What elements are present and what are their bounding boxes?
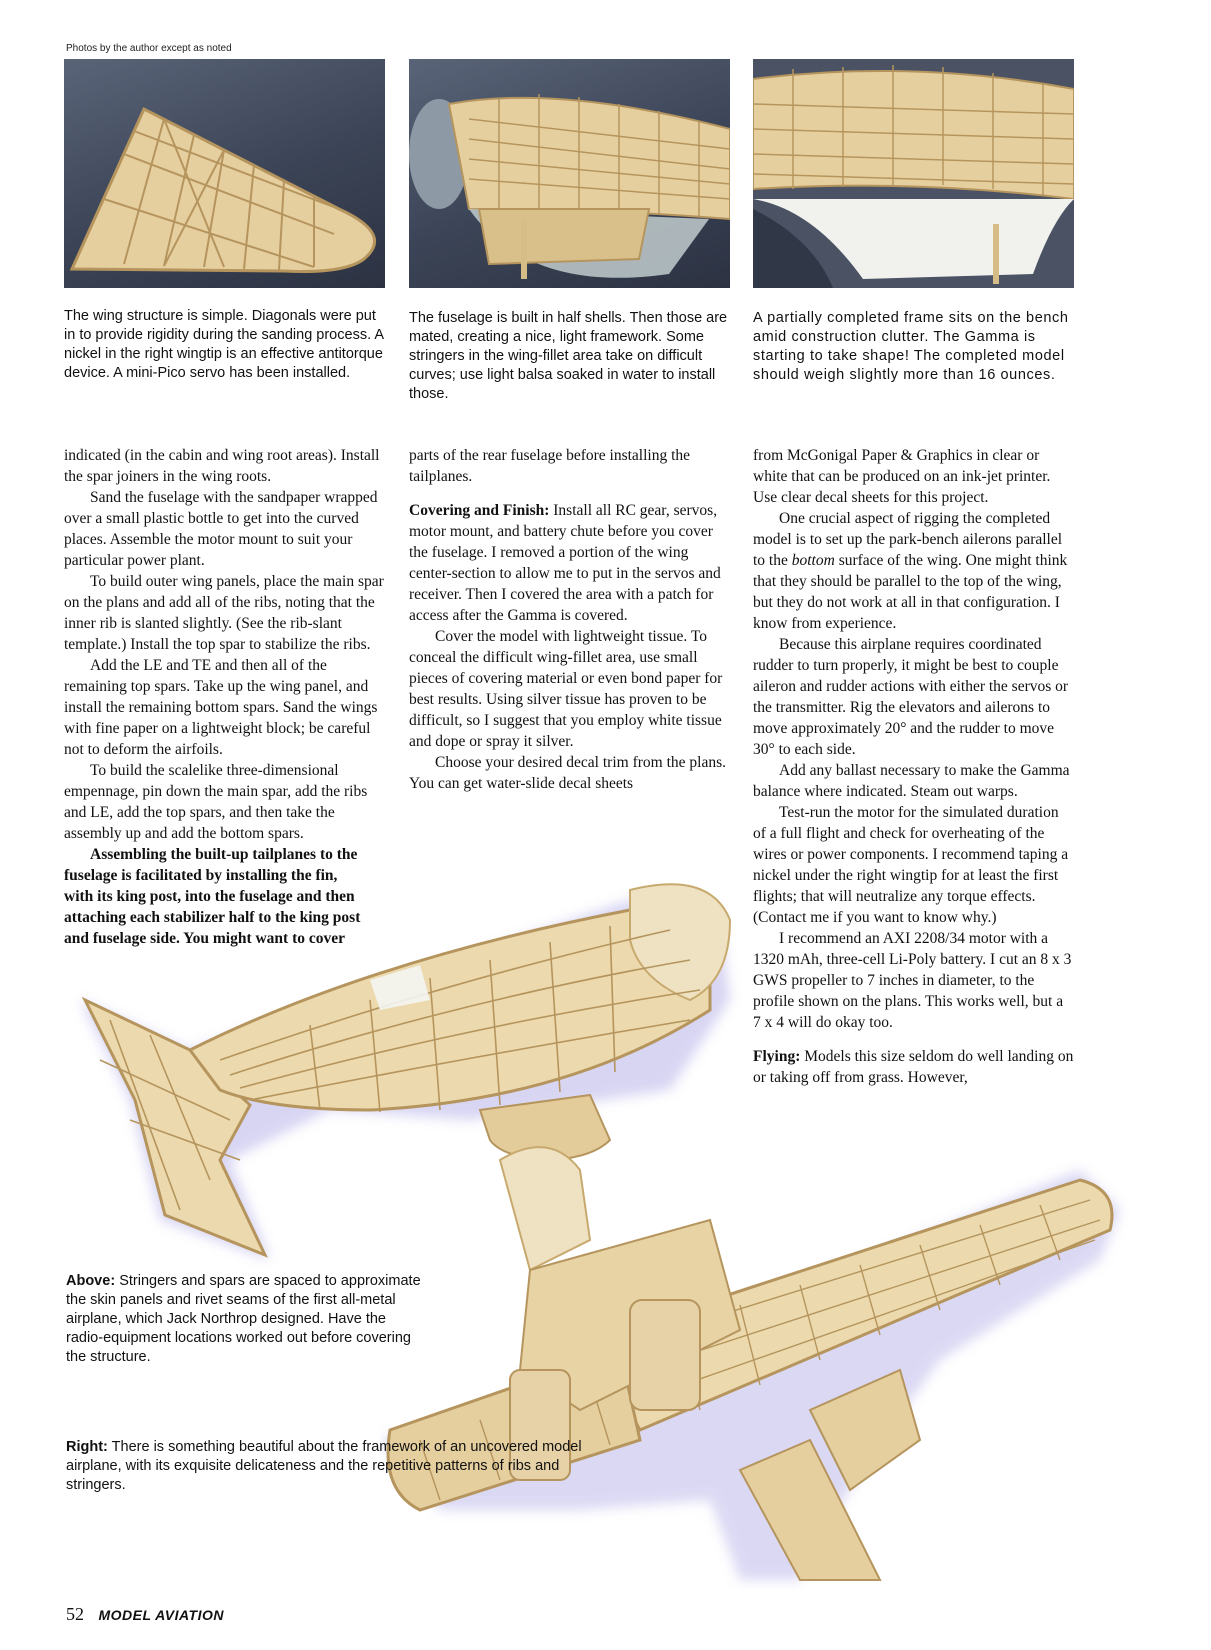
- above-caption: [66, 1272, 421, 1367]
- fuselage-caption: The fuselage is built in half shells. Then those are mated, creating a nice, light framework. Some stringers in the wing-fillet area take on difficult curves; use light balsa soaked in water to install those.: [409, 310, 728, 402]
- fuselage-illustration: [409, 59, 730, 288]
- caption-lead: Right:: [66, 1439, 108, 1455]
- paragraph: Choose your desired decal trim from the plans. You can get water-slide decal sheets: [409, 754, 726, 792]
- paragraph: parts of the rear fuselage before installing the tailplanes.: [409, 447, 691, 485]
- airplane-framework-photo: [380, 1110, 1130, 1590]
- right-caption: [66, 1438, 596, 1495]
- paragraph-text: Models this size seldom do well landing on or taking off from grass. However,: [753, 1048, 1074, 1086]
- paragraph: Cover the model with lightweight tissue. To conceal the difficult wing-fillet area, use small pieces of covering material or even bond paper for best results. Using silver tissue has proven to be difficult, so I suggest that you employ white tissue and dope or spray it silver.: [409, 628, 723, 750]
- paragraph: Because this airplane requires coordinated rudder to turn properly, it might be best to couple aileron and rudder actions with either the servos or the transmitter. Rig the elevators and ailerons to move approximately 20° and the rudder to move 30° to each side.: [753, 636, 1069, 758]
- paragraph: [409, 500, 730, 626]
- paragraph: Add any ballast necessary to make the Gamma balance where indicated. Steam out warps.: [753, 762, 1070, 800]
- page-number: 52: [66, 1604, 84, 1624]
- frame-photo: [753, 59, 1074, 288]
- paragraph-text: Install all RC gear, servos, motor mount, and battery chute before you cover the fuselage. I removed a portion of the wing center-section to allow me to put in the servos and receiver. Then I covered the area with a patch for access after the Gamma is covered.: [409, 502, 721, 624]
- wing-caption: The wing structure is simple. Diagonals were put in to provide rigidity during the sanding process. A nickel in the right wingtip is an effective antitorque device. A mini-Pico servo has been installed.: [64, 308, 384, 381]
- body-column-2: [409, 445, 730, 794]
- paragraph: Add the LE and TE and then all of the remaining top spars. Take up the wing panel, and install the remaining bottom spars. Sand the wings with fine paper on a lightweight block; be careful not to deform the airfoils.: [64, 657, 378, 758]
- paragraph-text: One crucial aspect of rigging the completed model is to set up the park-bench ailerons parallel to the: [753, 510, 1063, 569]
- paragraph: indicated (in the cabin and wing root areas). Install the spar joiners in the wing roots.: [64, 447, 380, 485]
- body-column-3: [753, 445, 1074, 1088]
- frame-caption: A partially completed frame sits on the bench amid construction clutter. The Gamma is starting to take shape! The completed model should weigh slightly more than 16 ounces.: [753, 310, 1069, 383]
- caption-lead: Above:: [66, 1273, 116, 1289]
- section-heading: Covering and Finish:: [409, 502, 550, 519]
- paragraph: I recommend an AXI 2208/34 motor with a 1320 mAh, three-cell Li-Poly battery. I cut an 8 x 3 GWS propeller to 7 inches in diameter, to the profile shown on the plans. This works well, but a 7 x 4 will do okay too.: [753, 930, 1072, 1031]
- paragraph: [753, 1046, 1074, 1088]
- wing-structure-photo: [64, 59, 385, 288]
- frame-illustration: [753, 59, 1074, 288]
- paragraph: [753, 508, 1074, 634]
- paragraph-text: surface of the wing. One might think that they should be parallel to the top of the wing, but they do not work at all in that configuration. I know from experience.: [753, 552, 1068, 632]
- wing-illustration: [64, 59, 385, 288]
- emphasis: bottom: [791, 552, 835, 569]
- paragraph: To build outer wing panels, place the main spar on the plans and add all of the ribs, noting that the inner rib is slanted slightly. (See the rib-slant template.) Install the top spar to stabilize the ribs.: [64, 573, 384, 653]
- fuselage-photo: [409, 59, 730, 288]
- page-footer: [66, 1604, 224, 1625]
- paragraph: To build the scalelike three-dimensional empennage, pin down the main spar, add the ribs and LE, add the top spars, and then take the assembly up and add the bottom spars.: [64, 762, 368, 842]
- paragraph: from McGonigal Paper & Graphics in clear or white that can be produced on an ink-jet printer. Use clear decal sheets for this project.: [753, 447, 1051, 506]
- magazine-name: MODEL AVIATION: [98, 1607, 224, 1623]
- photo-credit: Photos by the author except as noted: [66, 43, 232, 54]
- paragraph: Sand the fuselage with the sandpaper wrapped over a small plastic bottle to get into the curved places. Assemble the motor mount to suit your particular power plant.: [64, 489, 378, 569]
- paragraph: Assembling the built-up tailplanes to the fuselage is facilitated by installing the fin, with its king post, into the fuselage and then attaching each stabilizer half to the king post and fuselage side. You might want to cover: [64, 846, 361, 947]
- paragraph: Test-run the motor for the simulated duration of a full flight and check for overheating of the wires or power components. I recommend taping a nickel under the right wingtip for at least the first flights; that will neutralize any torque effects. (Contact me if you want to know why.): [753, 804, 1069, 926]
- caption-text: There is something beautiful about the framework of an uncovered model airplane, with its exquisite delicateness and the repetitive patterns of ribs and stringers.: [66, 1439, 582, 1493]
- section-heading: Flying:: [753, 1048, 801, 1065]
- caption-text: Stringers and spars are spaced to approximate the skin panels and rivet seams of the first all-metal airplane, which Jack Northrop designed. Have the radio-equipment locations worked out before covering the structure.: [66, 1273, 421, 1365]
